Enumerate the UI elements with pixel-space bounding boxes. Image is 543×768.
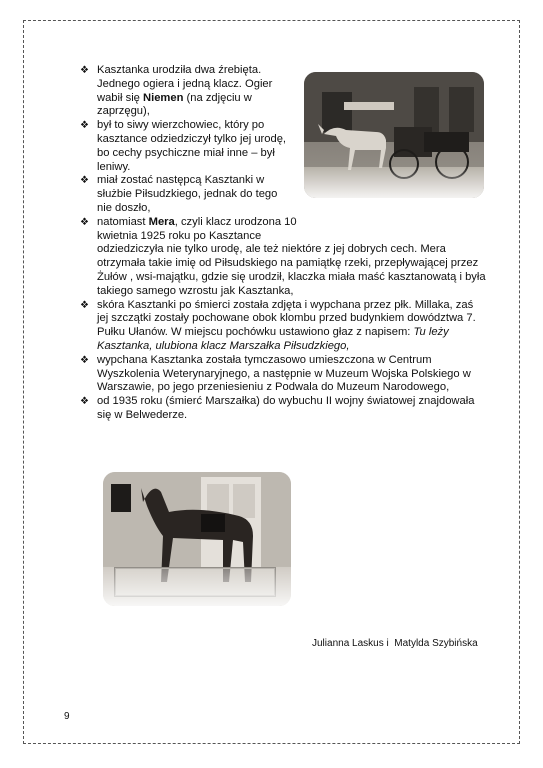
text-segment: odziedziczyła nie tylko urodę, ale też niektóre z jej dobrych cech. Mera	[97, 243, 446, 256]
text-segment: się w Belwederze.	[97, 408, 188, 421]
bullet-line	[97, 133, 300, 147]
text-segment: wabił się	[97, 91, 144, 104]
bullet-line	[97, 64, 300, 78]
diamond-bullet-icon: ❖	[80, 396, 89, 408]
bullet-item	[80, 354, 480, 395]
diamond-bullet-icon: ❖	[80, 120, 89, 132]
bullet-line	[97, 147, 300, 161]
bullet-line	[97, 188, 300, 202]
bullet-line	[97, 243, 487, 257]
text-segment: Tu leży	[413, 326, 449, 339]
diamond-bullet-icon: ❖	[80, 354, 89, 366]
text-segment: , czyli klacz urodzona 10	[174, 215, 297, 228]
diamond-bullet-icon: ❖	[80, 216, 89, 228]
text-segment: Żułów , wsi-majątku, gdzie się urodził, klaczka miała maść kasztanowatą i była	[97, 270, 486, 283]
text-segment: Kasztanka urodziła dwa źrebięta.	[97, 64, 262, 76]
diamond-bullet-icon: ❖	[80, 65, 89, 76]
diamond-bullet-icon: ❖	[80, 175, 89, 187]
text-segment: Mera	[148, 215, 175, 228]
text-segment: Warszawie, po jego przeniesieniu z Podwala do Muzeum Narodowego,	[97, 381, 450, 394]
bullet-line	[97, 395, 487, 409]
text-segment: od 1935 roku (śmierć Marszałka) do wybuchu II wojny światowej znajdowała	[97, 395, 475, 408]
bullet-line	[97, 202, 300, 216]
text-segment: służbie Piłsudzkiego, jednak do tego	[97, 188, 278, 201]
bullet-line	[97, 119, 300, 133]
text-segment: otrzymała takie imię od Piłsudskiego na pamiątkę rzeki, przepływającej przez	[97, 257, 479, 270]
text-segment: Niemen	[143, 91, 184, 104]
bullet-line	[97, 285, 487, 299]
text-segment: Wyszkolenia Weterynaryjnego, a następnie w Muzeum Wojska Polskiego w	[97, 367, 471, 380]
bullet-line	[97, 312, 487, 326]
photo-niemen-carriage	[304, 72, 484, 198]
text-segment: był to siwy wierzchowiec, który po	[97, 119, 265, 132]
text-segment: kwietnia 1925 roku po Kasztance	[97, 229, 262, 242]
bullet-item	[80, 299, 480, 354]
bullet-item	[80, 395, 480, 423]
text-segment: takiego samego wzrostu jak Kasztanka,	[97, 284, 294, 297]
text-segment: (na zdjęciu w	[183, 91, 252, 104]
bullet-line	[97, 354, 487, 368]
bullet-line	[97, 299, 487, 313]
bullet-line	[97, 78, 300, 92]
bullet-line	[97, 230, 300, 244]
text-segment: natomiast	[97, 215, 149, 228]
text-segment: zaprzęgu),	[97, 105, 150, 118]
text-segment: miał zostać następcą Kasztanki w	[97, 174, 265, 187]
bullet-line	[97, 174, 300, 188]
text-segment: Jednego ogiera i jedną klacz. Ogier	[97, 77, 273, 90]
text-segment: Kasztanka, ulubiona klacz Marszałka Piłsudzkiego,	[97, 339, 350, 352]
bullet-line	[97, 271, 487, 285]
author-credit: Julianna Laskus i Matylda Szybińska	[312, 638, 478, 649]
bullet-line	[97, 257, 487, 271]
bullet-line	[97, 161, 300, 175]
bullet-line	[97, 409, 487, 423]
text-segment: bo cechy psychiczne miał inne – był	[97, 146, 275, 159]
bullet-item	[80, 215, 486, 299]
text-segment: jej szczątki zostały pochowane obok klombu przed budynkiem dowództwa 7.	[97, 312, 476, 325]
bullet-line	[97, 326, 487, 340]
bullet-line	[97, 216, 300, 230]
text-segment: wypchana Kasztanka została tymczasowo umieszczona w Centrum	[97, 353, 432, 366]
text-segment: leniwy.	[97, 160, 131, 173]
photo-stuffed-kasztanka	[103, 472, 291, 606]
text-segment: Pułku Ułanów. W miejscu pochówku ustawiono głaz z napisem:	[97, 326, 414, 339]
bullet-line	[97, 381, 487, 395]
bullet-line	[97, 92, 300, 106]
text-segment: nie doszło,	[97, 201, 151, 214]
text-segment: skóra Kasztanki po śmierci została zdjęta i wypchana przez płk. Millaka, zaś	[97, 298, 474, 311]
diamond-bullet-icon: ❖	[80, 299, 89, 311]
bullet-line	[97, 340, 487, 354]
bullet-line	[97, 368, 487, 382]
bullet-line	[97, 105, 300, 119]
text-segment: kasztance odziedziczył tylko jej urodę,	[97, 132, 287, 145]
page-number: 9	[64, 711, 70, 722]
